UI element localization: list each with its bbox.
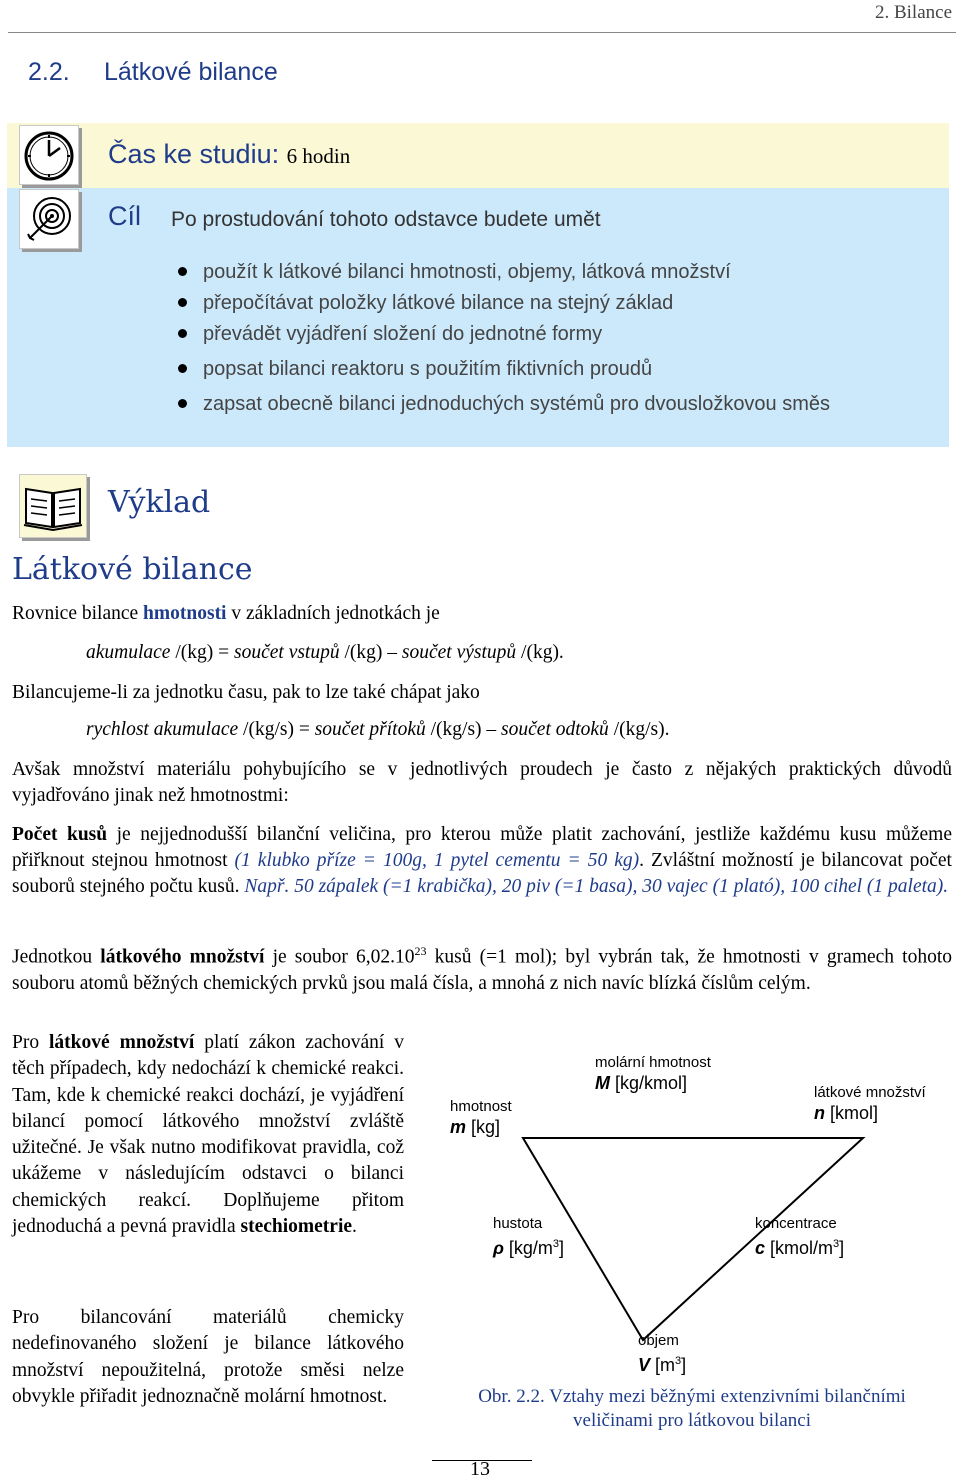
book-icon [19, 474, 87, 538]
equation-rate: rychlost akumulace /(kg/s) = součet přítoků /(kg/s) – součet odtoků /(kg/s). [86, 719, 670, 740]
goal-label: Cíl [108, 201, 141, 231]
section-title [28, 58, 278, 87]
target-icon [19, 189, 79, 249]
label-molar-mass: molární hmotnost M [kg/kmol] [595, 1054, 711, 1093]
goal-item: použít k látkové bilanci hmotnosti, objemy, látková množství [178, 258, 830, 289]
study-time-label: Čas ke studiu: [108, 139, 280, 169]
label-mass: hmotnost m [kg] [450, 1098, 512, 1137]
label-density: hustota ρ $[kg/m^3]$ [493, 1215, 565, 1258]
paragraph-time-rate: Bilancujeme-li za jednotku času, pak to lze také chápat jako [12, 682, 480, 703]
chapter-header: 2. Bilance [874, 2, 952, 23]
subsection-title: Látkové bilance [12, 552, 253, 587]
page-number: 13 [470, 1458, 490, 1480]
figure-caption: Obr. 2.2. Vztahy mezi běžnými extenzivními bilančními veličinami pro látkovou bilanci [478, 1386, 906, 1431]
goal-item: popsat bilanci reaktoru s použitím fiktivních proudů [178, 355, 830, 390]
goal-item: převádět vyjádření složení do jednotné formy [178, 320, 830, 355]
label-amount: látkové množství n [kmol] [814, 1084, 926, 1123]
explanation-heading: Výklad [108, 485, 211, 520]
study-time [108, 139, 350, 170]
paragraph-amount-unit: Jednotkou látkového množství je soubor 6,02.10$^{23}$ kusů (=1 mol); byl vybrán tak, že hmotnosti v gramech tohoto souboru atomů běžných chemických prvků jsou malá čísla, a mnohá z nich navíc blízká číslům celým. [12, 944, 953, 994]
paragraph-conservation: Pro látkové množství platí zákon zachování v těch případech, kdy nedochází k chemické reakci. Tam, kde k chemické reakci dochází, je vyjádření bilancí pomocí látkového množství zvláště užitečné. Je však nutno modifikovat pravidla, což ukážeme v následujícím odstavci o bilanci chemických reakcí. Doplňujeme přitom jednoduchá a pevná pravidla stechiometrie. [12, 1032, 405, 1238]
paragraph-units: Avšak množství materiálu pohybujícího se v jednotlivých proudech je často z nějakých praktických důvodů vyjadřováno jinak než hmotnostmi: [12, 759, 952, 806]
label-volume: objem V $[m^3]$ [638, 1332, 687, 1375]
clock-icon [19, 125, 79, 185]
section-title-text: Látkové bilance [104, 58, 278, 86]
paragraph-mass-balance: Rovnice bilance hmotnosti v základních jednotkách je [12, 603, 440, 624]
paragraph-undefined-composition: Pro bilancování materiálů chemicky nedefinovaného složení je bilance látkového množství nepoužitelná, protože směsi nelze obvykle přiřadit jednoznačně molární hmotnost. [12, 1307, 404, 1407]
goal-item: přepočítávat položky látkové bilance na stejný základ [178, 289, 830, 320]
label-concentration: koncentrace c $[kmol/m^3]$ [755, 1215, 845, 1258]
goal-item: zapsat obecně bilanci jednoduchých systémů pro dvousložkovou směs [178, 390, 830, 421]
goal-list [178, 258, 830, 421]
study-time-value: 6 hodin [286, 144, 351, 168]
equation-accumulation: akumulace /(kg) = součet vstupů /(kg) – součet výstupů /(kg). [86, 642, 564, 663]
goal-intro: Po prostudování tohoto odstavce budete umět [171, 208, 601, 231]
paragraph-piece-count: Počet kusů je nejjednodušší bilanční veličina, pro kterou může platit zachování, jestliže každému kusu můžeme přiřknout stejnou hmotnost (1 klubko příze = 100g, 1 pytel cementu = 50 kg). Zvláštní možností je bilancovat počet souborů stejného počtu kusů. Např. 50 zápalek (=1 krabička), 20 piv (=1 basa), 30 vajec (1 plató), 100 cihel (1 paleta). [12, 824, 952, 897]
header-divider [8, 32, 956, 33]
section-number: 2.2. [28, 58, 70, 86]
quantity-relations-diagram [440, 1040, 960, 1400]
